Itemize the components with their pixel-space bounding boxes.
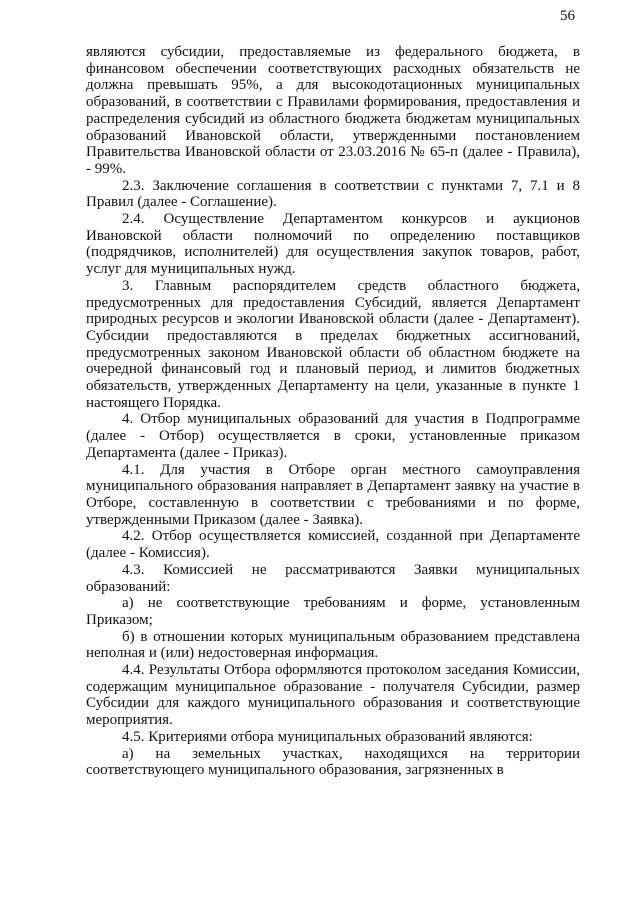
paragraph-4-2: 4.2. Отбор осуществляется комиссией, созданной при Департаменте (далее - Комиссия).	[86, 528, 580, 562]
paragraph-continuation: являются субсидии, предоставляемые из федерального бюджета, в финансовом обеспечении соответствующих расходных обязательств не должна превышать 95%, а для высокодотационных муниципальных образований, в соответствии с Правилами формирования, предоставления и распределения субсидий из областного бюджета бюджетам муниципальных образований Ивановской области, утвержденными постановлением Правительства Ивановской области от 23.03.2016 № 65-п (далее - Правила), - 99%.	[86, 44, 580, 177]
paragraph-2-3: 2.3. Заключение соглашения в соответствии с пунктами 7, 7.1 и 8 Правил (далее - Соглашение).	[86, 177, 580, 211]
page-number: 56	[560, 8, 575, 24]
paragraph-4-4: 4.4. Результаты Отбора оформляются протоколом заседания Комиссии, содержащим муниципальное образование - получателя Субсидии, размер Субсидии для каждого муниципального образования и соответствующие мероприятия.	[86, 662, 580, 729]
document-body	[86, 44, 580, 779]
paragraph-4-5: 4.5. Критериями отбора муниципальных образований являются:	[122, 728, 533, 745]
paragraph-4-3-a: а) не соответствующие требованиям и форме, установленным Приказом;	[86, 595, 580, 628]
paragraph-4-5-a: а) на земельных участках, находящихся на территории соответствующего муниципального образования, загрязненных в	[86, 745, 580, 779]
paragraph-4-3: 4.3. Комиссией не рассматриваются Заявки муниципальных образований:	[86, 561, 580, 595]
paragraph-2-4: 2.4. Осуществление Департаментом конкурсов и аукционов Ивановской области полномочий по определению поставщиков (подрядчиков, исполнителей) для осуществления закупок товаров, работ, услуг для муниципальных нужд.	[86, 211, 580, 278]
paragraph-3: 3. Главным распорядителем средств областного бюджета, предусмотренных для предоставления Субсидий, является Департамент природных ресурсов и экологии Ивановской области (далее - Департамент). Субсидии предоставляются в пределах бюджетных ассигнований, предусмотренных законом Ивановской области об областном бюджете на очередной финансовый год и плановый период, и лимитов бюджетных обязательств, утвержденных Департаменту на цели, указанные в пункте 1 настоящего Порядка.	[86, 277, 580, 411]
paragraph-4: 4. Отбор муниципальных образований для участия в Подпрограмме (далее - Отбор) осуществляется в сроки, установленные приказом Департамента (далее - Приказ).	[86, 411, 580, 461]
paragraph-4-3-b: б) в отношении которых муниципальным образованием представлена неполная и (или) недостоверная информация.	[86, 628, 580, 662]
paragraph-4-1: 4.1. Для участия в Отборе орган местного самоуправления муниципального образования направляет в Департамент заявку на участие в Отборе, составленную в соответствии с требованиями и по форме, утвержденными Приказом (далее - Заявка).	[86, 461, 580, 528]
